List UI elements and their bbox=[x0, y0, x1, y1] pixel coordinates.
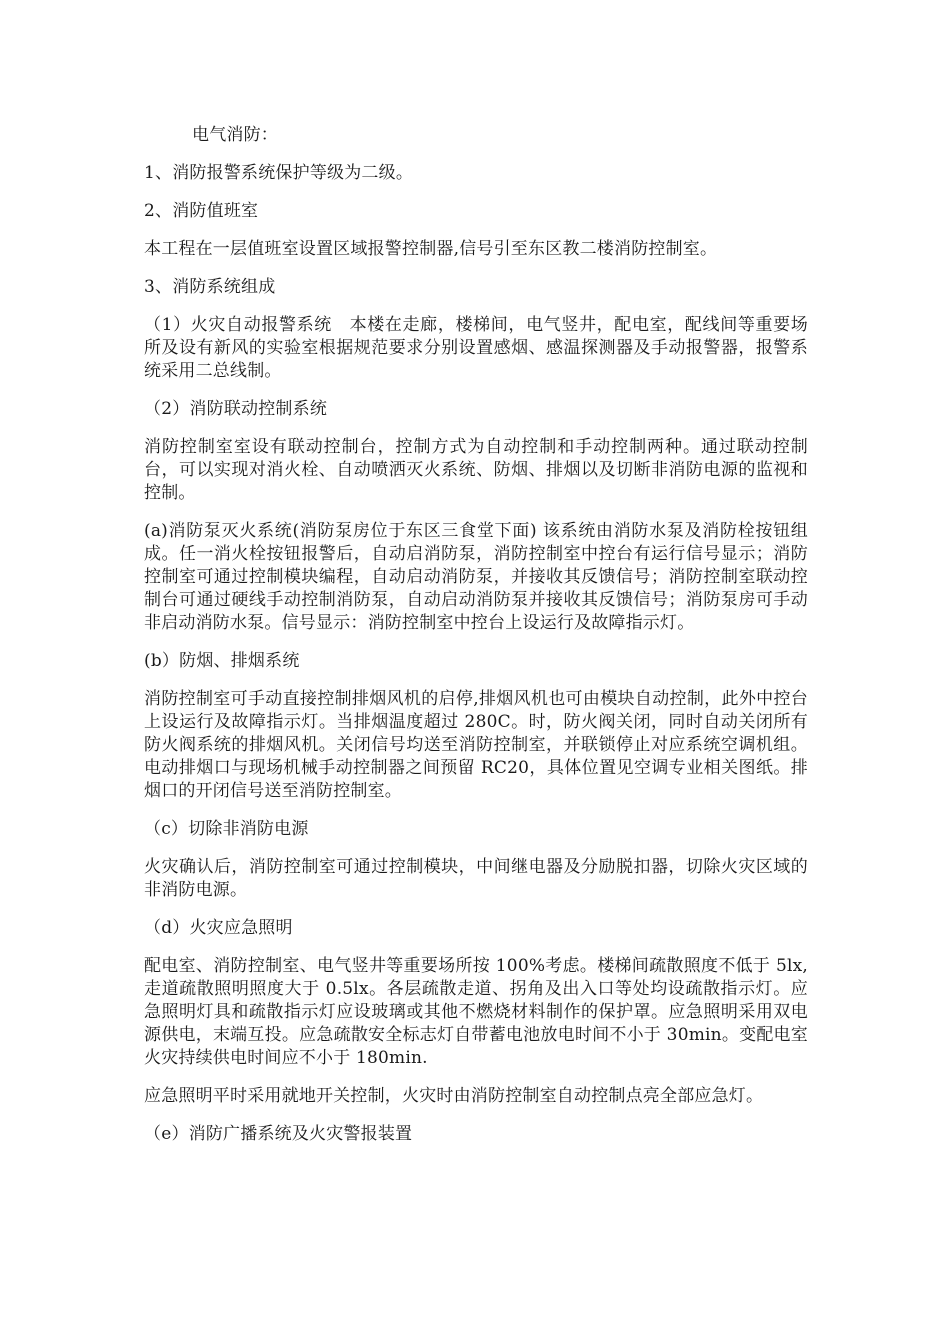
broadcast-system-heading: （e）消防广播系统及火灾警报装置 bbox=[144, 1124, 413, 1144]
duty-room-description: 本工程在一层值班室设置区域报警控制器,信号引至东区教二楼消防控制室。 bbox=[144, 239, 718, 259]
item-1-protection-level: 1、消防报警系统保护等级为二级。 bbox=[144, 163, 414, 183]
item-2-duty-room: 2、消防值班室 bbox=[144, 201, 259, 221]
item-3-system-composition: 3、消防系统组成 bbox=[144, 277, 276, 297]
power-cutoff-paragraph: 火灾确认后，消防控制室可通过控制模块，中间继电器及分励脱扣器，切除火灾区域的非消防电源。 bbox=[144, 857, 808, 900]
linkage-control-paragraph: 消防控制室室设有联动控制台，控制方式为自动控制和手动控制两种。通过联动控制台，可以实现对消火栓、自动喷洒灭火系统、防烟、排烟以及切断非消防电源的监视和控制。 bbox=[144, 437, 808, 503]
smoke-exhaust-paragraph: 消防控制室可手动直接控制排烟风机的启停,排烟风机也可由模块自动控制，此外中控台上设运行及故障指示灯。当排烟温度超过 280C。时，防火阀关闭，同时自动关闭所有防火阀系统的排烟风机。关闭信号均送至消防控制室，并联锁停止对应系统空调机组。电动排烟口与现场机械手动控制器之间预留 RC20，具体位置见空调专业相关图纸。排烟口的开闭信号送至消防控制室。 bbox=[144, 689, 808, 801]
linkage-control-heading: （2）消防联动控制系统 bbox=[144, 399, 328, 419]
smoke-exhaust-heading: (b）防烟、排烟系统 bbox=[144, 651, 300, 671]
emergency-lighting-control-paragraph: 应急照明平时采用就地开关控制，火灾时由消防控制室自动控制点亮全部应急灯。 bbox=[144, 1086, 764, 1106]
emergency-lighting-paragraph: 配电室、消防控制室、电气竖井等重要场所按 100%考虑。楼梯间疏散照度不低于 5lx, 走道疏散照明照度大于 0.5lx。各层疏散走道、拐角及出入口等处均设疏散指示灯。应急照明灯具和疏散指示灯应设玻璃或其他不燃烧材料制作的保护罩。应急照明采用双电源供电，末端互投。应急疏散安全标志灯自带蓄电池放电时间不小于 30min。变配电室火灾持续供电时间应不小于 180min. bbox=[144, 956, 808, 1068]
section-heading-electrical-fire: 电气消防： bbox=[192, 125, 278, 145]
emergency-lighting-heading: （d）火灾应急照明 bbox=[144, 918, 293, 938]
power-cutoff-heading: （c）切除非消防电源 bbox=[144, 819, 309, 839]
fire-alarm-system-paragraph: （1）火灾自动报警系统 本楼在走廊，楼梯间，电气竖井，配电室，配线间等重要场所及设有新风的实验室根据规范要求分别设置感烟、感温探测器及手动报警器，报警系统采用二总线制。 bbox=[144, 315, 808, 381]
document-page bbox=[144, 124, 808, 1146]
fire-pump-system-paragraph: (a)消防泵灭火系统(消防泵房位于东区三食堂下面) 该系统由消防水泵及消防栓按钮组成。任一消火栓按钮报警后，自动启消防泵，消防控制室中控台有运行信号显示；消防控制室可通过控制模块编程，自动启动消防泵，并接收其反馈信号；消防控制室联动控制台可通过硬线手动控制消防泵，自动启动消防泵并接收其反馈信号；消防泵房可手动非启动消防水泵。信号显示：消防控制室中控台上设运行及故障指示灯。 bbox=[144, 521, 808, 633]
